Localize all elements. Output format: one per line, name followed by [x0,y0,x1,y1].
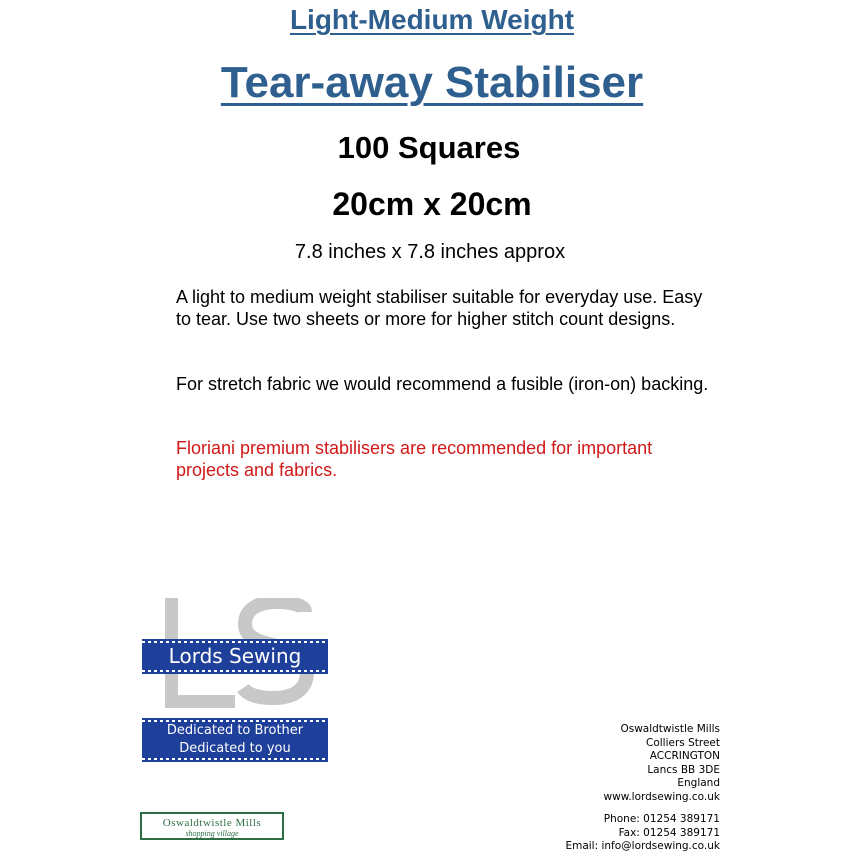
address-line: Lancs BB 3DE [647,763,720,776]
product-size: 20cm x 20cm [332,186,532,222]
lords-sewing-tagline [142,718,328,762]
partner-logo-name: Oswaldtwistle Mills [162,817,262,829]
address-line: Colliers Street [646,736,720,749]
tagline-line-2: Dedicated to you [179,741,291,756]
contact-block [565,813,720,854]
product-quantity: 100 Squares [337,130,521,165]
oswaldtwistle-mills-logo [140,812,284,840]
description-paragraph: A light to medium weight stabiliser suitable for everyday use. Easy to tear. Use two sheets or more for higher stitch count designs. [176,287,703,329]
product-title: Tear-away Stabiliser [220,58,644,107]
email-link[interactable]: Email: info@lordsewing.co.uk [565,840,720,852]
website-link[interactable]: www.lordsewing.co.uk [603,790,720,803]
product-size-imperial: 7.8 inches x 7.8 inches approx [294,241,566,263]
stretch-fabric-paragraph: For stretch fabric we would recommend a fusible (iron-on) backing. [176,374,709,394]
address-line: Oswaldtwistle Mills [620,723,720,735]
product-subtitle: Light-Medium Weight [289,4,575,35]
fax-number: Fax: 01254 389171 [618,826,720,839]
phone-number: Phone: 01254 389171 [603,813,720,825]
floriani-note: Floriani premium stabilisers are recommended for important projects and fabrics. [176,438,653,480]
partner-logo-sub: shopping village [185,829,239,838]
address-line: England [677,777,720,789]
tagline-line-1: Dedicated to Brother [166,723,304,738]
address-block [604,723,720,804]
lords-sewing-brand: Lords Sewing [142,639,328,674]
address-line: ACCRINGTON [649,750,720,762]
